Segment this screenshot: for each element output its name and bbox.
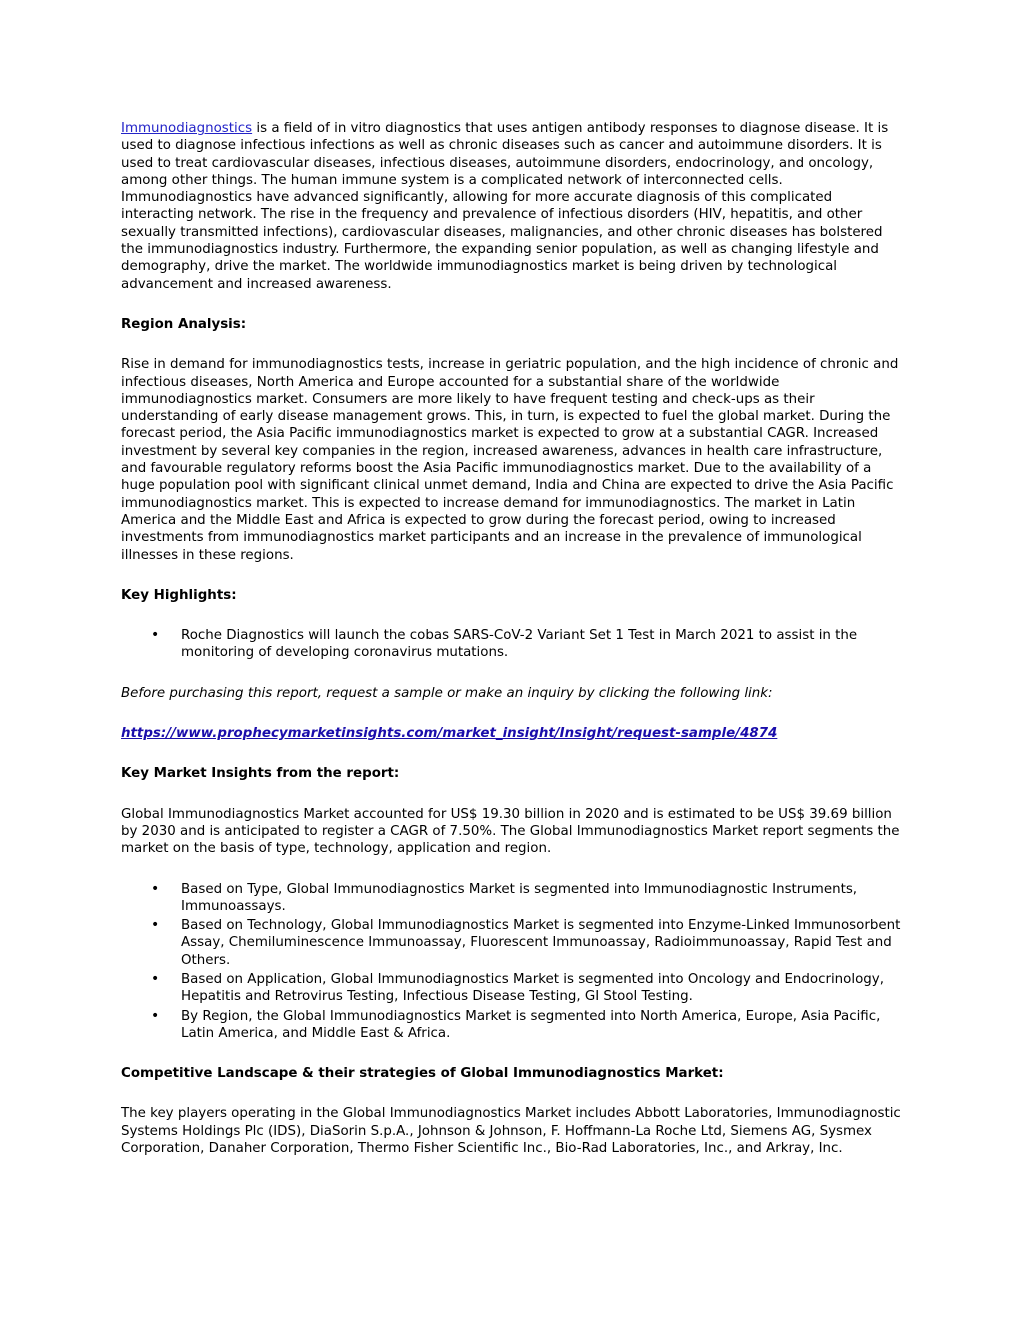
list-item-text: By Region, the Global Immunodiagnostics Market is segmented into North America, Europe, Asia Pacific, Latin America, and Middle East & Africa. bbox=[181, 1008, 881, 1041]
list-item-text: Roche Diagnostics will launch the cobas SARS-CoV-2 Variant Set 1 Test in March 2021 to assist in the monitoring of developing coronavirus mutations. bbox=[181, 628, 858, 661]
list-item-text: Based on Type, Global Immunodiagnostics Market is segmented into Immunodiagnostic Instruments, Immunoassays. bbox=[181, 881, 858, 914]
bullet-icon: • bbox=[151, 880, 160, 897]
list-item bbox=[121, 917, 903, 969]
list-item bbox=[121, 971, 903, 1006]
region-heading: Region Analysis: bbox=[121, 316, 247, 332]
list-item bbox=[121, 627, 903, 662]
list-item-text: Based on Application, Global Immunodiagnostics Market is segmented into Oncology and Endocrinology, Hepatitis and Retrovirus Testing, Infectious Disease Testing, GI Stool Testing. bbox=[181, 971, 884, 1005]
insights-heading: Key Market Insights from the report: bbox=[121, 766, 400, 782]
bullet-icon: • bbox=[151, 1007, 160, 1024]
highlights-heading: Key Highlights: bbox=[121, 587, 237, 603]
competitive-heading: Competitive Landscape & their strategies of Global Immunodiagnostics Market: bbox=[121, 1066, 724, 1082]
insights-list bbox=[121, 881, 903, 1043]
highlights-list bbox=[121, 627, 903, 662]
region-paragraph: Rise in demand for immunodiagnostics tests, increase in geriatric population, and the high incidence of chronic and infectious diseases, North America and Europe accounted for a substantial share of the worldwide immunodiagnostics market. Consumers are more likely to have frequent testing and check-ups as their understanding of early disease management grows. This, in turn, is expected to fuel the global market. During the forecast period, the Asia Pacific immunodiagnostics market is expected to grow at a substantial CAGR. Increased investment by several key companies in the region, increased awareness, advances in health care infrastructure, and favourable regulatory reforms boost the Asia Pacific immunodiagnostics market. Due to the availability of a huge population pool with significant clinical unmet demand, India and China are expected to drive the Asia Pacific immunodiagnostics market. This is expected to increase demand for immunodiagnostics. The market in Latin America and the Middle East and Africa is expected to grow during the forecast period, owing to increased investments from immunodiagnostics market participants and an increase in the prevalence of immunological illnesses in these regions. bbox=[121, 357, 899, 563]
list-item bbox=[121, 1008, 903, 1043]
competitive-paragraph: The key players operating in the Global Immunodiagnostics Market includes Abbott Laboratories, Immunodiagnostic Systems Holdings Plc (IDS), DiaSorin S.p.A., Johnson & Johnson, F. Hoffmann-La Roche Ltd, Siemens AG, Sysmex Corporation, Danaher Corporation, Thermo Fisher Scientific Inc., Bio-Rad Laboratories, Inc., and Arkray, Inc. bbox=[121, 1106, 901, 1157]
insights-paragraph: Global Immunodiagnostics Market accounted for US$ 19.30 billion in 2020 and is estimated to be US$ 39.69 billion by 2030 and is anticipated to register a CAGR of 7.50%. The Global Immunodiagnostics Market report segments the market on the basis of type, technology, application and region. bbox=[121, 806, 900, 857]
intro-paragraph bbox=[121, 120, 903, 293]
bullet-icon: • bbox=[151, 917, 160, 934]
list-item-text: Based on Technology, Global Immunodiagnostics Market is segmented into Enzyme-Linked Immunosorbent Assay, Chemiluminescence Immunoassay, Fluorescent Immunoassay, Radioimmunoassay, Rapid Test and Others. bbox=[181, 918, 901, 968]
list-item bbox=[121, 881, 903, 916]
request-sample-link[interactable]: https://www.prophecymarketinsights.com/market_insight/Insight/request-sample/4874 bbox=[121, 726, 778, 742]
bullet-icon: • bbox=[151, 627, 160, 644]
document-page bbox=[121, 120, 903, 1180]
immunodiagnostics-link[interactable]: Immunodiagnostics bbox=[121, 121, 253, 136]
bullet-icon: • bbox=[151, 970, 160, 987]
intro-text: is a field of in vitro diagnostics that uses antigen antibody responses to diagnose disease. It is used to diagnose infectious infections as well as chronic diseases such as cancer and autoimmune disorders. It is used to treat cardiovascular diseases, infectious diseases, autoimmune disorders, endocrinology, and oncology, among other things. The human immune system is a complicated network of interconnected cells. Immunodiagnostics have advanced significantly, allowing for more accurate diagnosis of this complicated interacting network. The rise in the frequency and prevalence of infectious disorders (HIV, hepatitis, and other sexually transmitted infections), cardiovascular diseases, malignancies, and other chronic diseases has bolstered the immunodiagnostics industry. Furthermore, the expanding senior population, as well as changing lifestyle and demography, drive the market. The worldwide immunodiagnostics market is being driven by technological advancement and increased awareness. bbox=[121, 121, 889, 292]
cta-text: Before purchasing this report, request a sample or make an inquiry by clicking the following link: bbox=[121, 685, 773, 701]
